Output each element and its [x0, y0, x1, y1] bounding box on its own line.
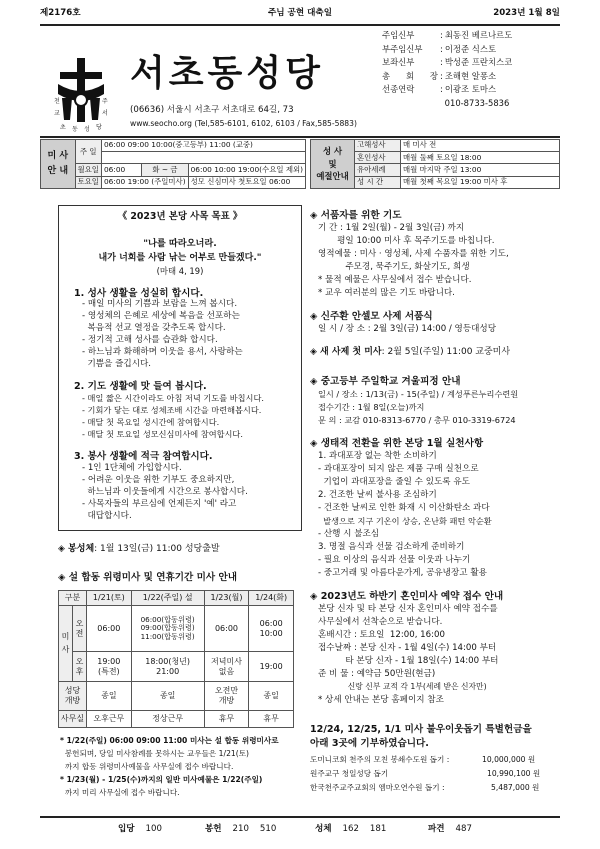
prayer-line: 주모경, 묵주기도, 화살기도, 희생 [318, 262, 470, 272]
goals-motto-ref: (마태 4, 19) [156, 266, 204, 276]
eco-line: - 과대포장이 되지 않은 제품 구매 실천으로 [318, 464, 479, 474]
header-divider [40, 136, 560, 138]
seollal-table: 구분 1/21(토) 1/22(주일) 설 1/23(월) 1/24(화) 미사 오전 06:00 06:00(합동위령) 09:00(합동위령) 11:00(합동위령) 06:00 06:00 10:00 오후 19:00 (특전) 18:00(청년) 21:00 저녁미사 없음 19:00 성당 개방 종일 종일 오전만 개방 종일 사무실 오후근무 정상근무 휴무 휴무 [58, 590, 294, 728]
staff-row: 010-8733-5836 [444, 97, 510, 108]
donation-recipient: 원주교구 청일성당 돕기 [310, 769, 389, 778]
hymn-communion: 성체 162 181 [315, 824, 387, 834]
eco-line: - 필요 이상의 음식과 선물 이웃과 나누기 [318, 555, 471, 565]
wedding-line: * 상세 안내는 본당 홈페이지 참조 [318, 695, 444, 705]
staff-row: 주임신부 : 최동진 베르나르도 [382, 30, 513, 40]
donation-title-2: 아래 3곳에 기부하였습니다. [310, 738, 429, 749]
goal-item: 하느님과 이웃들에게 시간으로 봉사합시다. [82, 487, 248, 497]
prayer-line: 기 간 : 1월 2일(월) - 2월 3일(금) 까지 [318, 223, 465, 233]
communion-visit: ◈ 봉성체: 1월 13일(금) 11:00 성당출발 [58, 544, 220, 554]
goal-item: - 기회가 닿는 대로 성체조배 시간을 마련해봅시다. [82, 405, 262, 415]
goal-item: - 매달 첫 목요일 성시간에 참여합시다. [82, 417, 220, 427]
ordination-title: ◈ 신주환 안셀모 사제 서품식 [310, 311, 433, 322]
wedding-line: 준 비 물 : 예약금 50만원(현금) [318, 669, 436, 679]
issue-date: 2023년 1월 8일 [493, 8, 560, 18]
seollal-title: ◈ 설 합동 위령미사 및 연휴기간 미사 안내 [58, 572, 238, 583]
goal-item: - 하느님과 화해하며 이웃을 용서, 사랑하는 [82, 347, 243, 357]
eco-line: 2. 건조한 날씨 불사용 조심하기 [318, 490, 437, 500]
sacrament-label: 성 사 및 예절안내 [311, 140, 355, 189]
goals-motto-2: 내가 너희를 사람 낚는 어부로 만들겠다." [98, 253, 262, 263]
parish-logo [52, 54, 110, 134]
logo-char: 당 [96, 124, 102, 131]
donation-amount: 10,000,000 원 [482, 755, 536, 764]
staff-row: 부주임신부 : 이정준 식스토 [382, 43, 497, 54]
prayer-line: * 교우 여러분의 많은 기도 바랍니다. [318, 288, 455, 298]
seollal-note: 까지 합동 위령미사예물을 사무실에 접수 바랍니다. [60, 762, 234, 771]
camp-line: 일시 / 장소 : 1/13(금) - 15(주일) / 계성푸른누리수련원 [318, 389, 519, 399]
eco-line: - 건조한 날씨로 인한 화재 시 이산화탄소 과다 [318, 503, 490, 513]
wedding-line: 타 본당 신자 - 1월 18일(수) 14:00 부터 [318, 656, 499, 666]
wedding-line: 혼배시간 : 토요일 12:00, 16:00 [318, 630, 445, 640]
goal-head: 3. 봉사 생활에 적극 참여합시다. [74, 451, 213, 462]
staff-row: 선종연락 : 이광조 토마스 [382, 84, 497, 94]
camp-line: 접수기간 : 1월 8일(오늘)까지 [318, 402, 425, 412]
goal-item: 기쁨을 즐깁시다. [82, 359, 152, 369]
goal-item: - 매달 첫 토요일 성모신심미사에 참여합시다. [82, 429, 243, 439]
footer-divider [40, 816, 560, 818]
goal-item: - 영성체의 은혜로 세상에 복음을 선포하는 [82, 311, 240, 321]
goal-item: - 정기적 고해 성사를 습관화 합시다. [82, 335, 218, 345]
eco-line: 1. 과대포장 없는 착한 소비하기 [318, 451, 437, 461]
eco-line: 3. 명절 음식과 선물 검소하게 준비하기 [318, 542, 465, 552]
goal-item: 대답합시다. [82, 511, 132, 521]
camp-line: 문 의 : 교감 010-8313-6770 / 총무 010-3319-6724 [318, 415, 516, 425]
goals-motto-1: "나를 따라오너라. [143, 238, 217, 249]
prayer-line: 평일 10:00 미사 후 목주기도를 바칩니다. [318, 236, 495, 246]
donation-amount: 10,990,100 원 [487, 769, 541, 778]
seollal-note: * 1/22(주일) 06:00 09:00 11:00 미사는 설 합동 위령미사로 [60, 736, 279, 745]
logo-char: 초 [60, 124, 66, 131]
goal-item: - 사목자들의 부르심에 언제든지 '예' 라고 [82, 499, 237, 509]
logo-char: 교 [54, 110, 60, 117]
donation-recipient: 한국천주교주교회의 엠마오연수원 돕기 : [310, 783, 445, 792]
logo-char: 천 [54, 98, 60, 105]
logo-char: 주 [102, 98, 108, 105]
logo-char: 동 [72, 126, 78, 133]
parish-name: 서초동성당 [130, 53, 324, 94]
eco-line: - 산행 시 불조심 [318, 529, 380, 539]
top-divider [40, 24, 560, 26]
staff-row: 총 회 장 : 조해현 알퐁소 [382, 70, 497, 81]
issue-number: 제2176호 [40, 8, 81, 18]
ordination-line: 일 시 / 장 소 : 2월 3일(금) 14:00 / 영등대성당 [318, 324, 497, 334]
goals-title: 《 2023년 본당 사목 목표 》 [117, 211, 243, 222]
donation-amount: 5,487,000 원 [491, 783, 540, 792]
eco-line: - 중고거래 및 아름다운가게, 공유냉장고 활용 [318, 568, 487, 578]
feast-name: 주님 공현 대축일 [267, 8, 333, 18]
prayer-line: * 물적 예물은 사무실에서 접수 받습니다. [318, 275, 472, 285]
prayer-line: 영적예물 : 미사 · 영성체, 사제 수품자를 위한 기도, [318, 249, 509, 259]
wedding-line: 접수날짜 : 본당 신자 - 1월 4일(수) 14:00 부터 [318, 643, 497, 653]
seollal-note: 봉헌되며, 당일 미사참례를 못하시는 교우들은 1/21(토) [60, 749, 249, 758]
wedding-line: 신랑 신부 교적 각 1부(세례 받은 신자만) [318, 682, 487, 691]
logo-char: 성 [84, 126, 90, 133]
donation-recipient: 도미니코회 천주의 모친 봉쇄수도원 돕기 : [310, 755, 450, 764]
goal-item: - 매일 미사의 기쁨과 보람을 느껴 봅시다. [82, 299, 238, 309]
logo-char: 서 [102, 110, 108, 117]
hymn-offertory: 봉헌 210 510 [205, 824, 277, 834]
wedding-line: 사무실에서 선착순으로 받습니다. [318, 617, 443, 627]
goal-item: - 1인 1단체에 가입합시다. [82, 463, 182, 473]
seollal-note: * 1/23(월) - 1/25(수)까지의 일반 미사예물은 1/22(주일) [60, 775, 263, 784]
parish-contact: www.seocho.org (Tel,585-6101, 6102, 6103 / Fax,585-5883) [130, 119, 357, 128]
goal-item: - 매일 짧은 시간이라도 아침 저녁 기도를 바칩시다. [82, 393, 264, 403]
goal-item: 복음적 선교 열정을 갖추도록 합시다. [82, 323, 226, 333]
hymn-entrance: 입당 100 [118, 824, 162, 834]
mass-schedule-table: 미 사 안 내 주 일 06:00 09:00 10:00(중고등부) 11:00 (교중) 월요일 06:00 화 ~ 금 06:00 10:00 19:00(수요일 제외) 토요일 06:00 19:00 (주일미사) 성모 신심미사 첫토요일 06:00 [40, 139, 306, 189]
sacrament-table: 성 사 및 예절안내 고해성사 매 미사 전 혼인성사 매월 둘째 토요일 18:00 유아세례 매월 마지막 주일 13:00 성 시 간 매월 첫째 목요일 19:00 미사 후 [310, 139, 560, 189]
wedding-title: ◈ 2023년도 하반기 혼인미사 예약 접수 안내 [310, 591, 504, 602]
eco-line: 발생으로 지구 기온이 상승, 온난화 패턴 악순환 [318, 516, 492, 526]
parish-address: (06636) 서울시 서초구 서초대로 64길, 73 [130, 105, 294, 115]
staff-row: 보좌신부 : 박성준 프란치스코 [382, 57, 513, 67]
first-mass: ◈ 새 사제 첫 미사: 2월 5일(주일) 11:00 교중미사 [310, 347, 511, 357]
seollal-note: 까지 미리 사무실에 접수 바랍니다. [60, 788, 180, 797]
mass-label: 미 사 안 내 [41, 140, 76, 189]
goal-head: 1. 성사 생활을 성실히 합시다. [74, 288, 204, 299]
eco-line: 기업이 과대포장을 줄일 수 있도록 유도 [318, 477, 470, 487]
prayer-title: ◈ 서품자를 위한 기도 [310, 210, 402, 221]
goal-head: 2. 기도 생활에 맛 들여 봅시다. [74, 381, 207, 392]
wedding-line: 본당 신자 및 타 본당 신자 혼인미사 예약 접수를 [318, 604, 498, 614]
top-header [40, 8, 560, 22]
hymn-recessional: 파견 487 [428, 824, 472, 834]
camp-title: ◈ 중고등부 주일학교 겨울피정 안내 [310, 376, 461, 387]
donation-title: 12/24, 12/25, 1/1 미사 불우이웃돕기 특별헌금을 [310, 724, 532, 735]
staff-list [382, 30, 562, 111]
goal-item: - 어려운 이웃을 위한 기부도 중요하지만, [82, 475, 235, 485]
eco-title: ◈ 생태적 전환을 위한 본당 1월 실천사항 [310, 438, 484, 449]
